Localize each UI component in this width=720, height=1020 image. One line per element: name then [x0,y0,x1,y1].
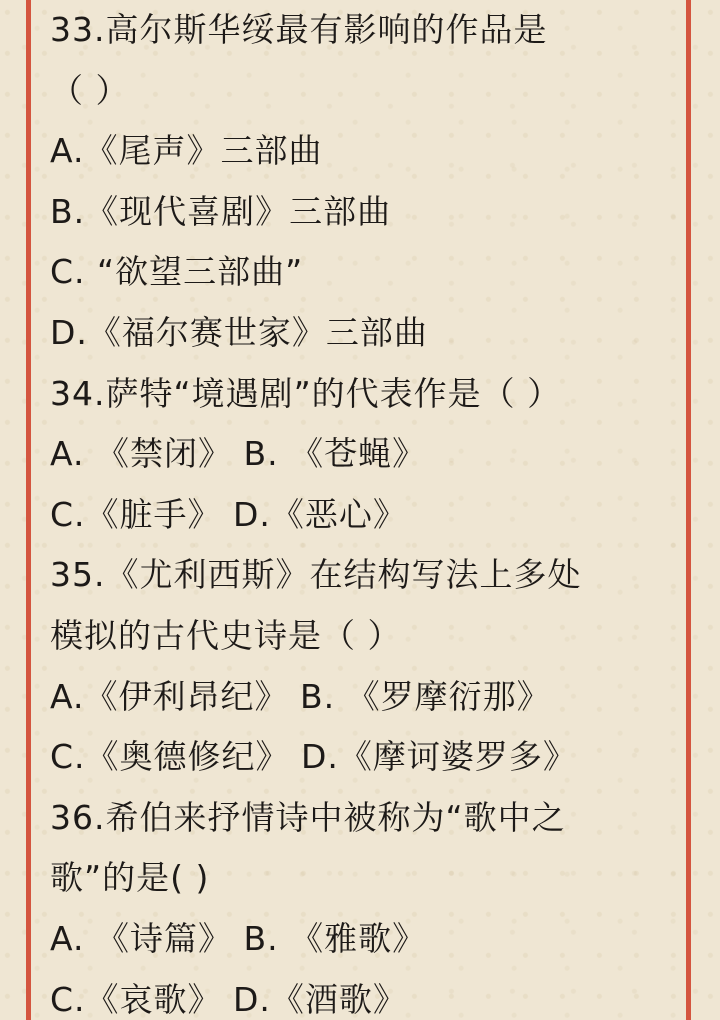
q33-option-d: D.《福尔赛世家》三部曲 [50,312,428,352]
left-red-border [26,0,31,1020]
question-text-block [50,0,680,1020]
q36-stem-line1: 36.希伯来抒情诗中被称为“歌中之 [50,797,566,837]
q36-stem-line2: 歌”的是( ) [50,858,210,898]
q33-stem-line2: （ ） [50,70,130,110]
right-red-border [686,0,691,1020]
q34-options-ab: A. 《禁闭》 B. 《苍蝇》 [50,434,427,474]
q33-option-b: B.《现代喜剧》三部曲 [50,191,392,231]
q35-stem-line1: 35.《尤利西斯》在结构写法上多处 [50,555,582,595]
q34-stem: 34.萨特“境遇剧”的代表作是（ ） [50,373,562,413]
q36-options-ab: A. 《诗篇》 B. 《雅歌》 [50,918,427,958]
q35-options-ab: A.《伊利昂纪》 B. 《罗摩衍那》 [50,676,551,716]
q35-stem-line2: 模拟的古代史诗是（ ） [50,615,402,655]
q33-stem-line1: 33.高尔斯华绥最有影响的作品是 [50,10,548,49]
q33-option-c: C. “欲望三部曲” [50,252,304,292]
q34-options-cd: C.《脏手》 D.《恶心》 [50,494,407,534]
q33-option-a: A.《尾声》三部曲 [50,131,323,171]
q36-options-cd: C.《哀歌》 D.《酒歌》 [50,979,407,1019]
q35-options-cd: C.《奥德修纪》 D.《摩诃婆罗多》 [50,737,577,777]
